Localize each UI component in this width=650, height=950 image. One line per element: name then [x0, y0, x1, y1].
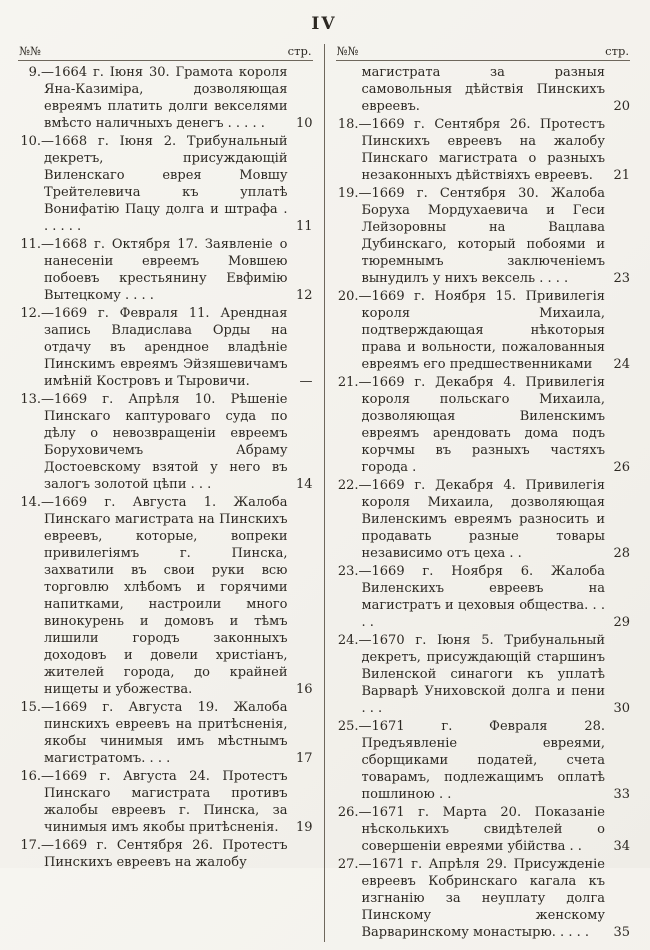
left-entries-list — [18, 64, 313, 871]
toc-entry — [18, 768, 313, 836]
toc-entry-continuation — [336, 64, 631, 115]
entry-text: —1671 г. Апрѣля 29. Присужденіе евреевъ Кобринскаго кагала къ изгнанію за неуплату долга Пинскому женскому Варваринскому монастырю. . . . . — [358, 857, 605, 940]
entry-number: 27. — [337, 857, 359, 872]
entry-number: 11. — [20, 237, 41, 252]
entry-text: —1669 г. Ноября 15. Привилегія короля Михаила, подтверждающая нѣкоторыя права и вольности, пожалованныя евреямъ его предшественниками — [358, 289, 605, 372]
entry-page-number: 29 — [613, 615, 630, 630]
entry-number: 14. — [20, 495, 41, 510]
left-column-header — [18, 44, 313, 61]
two-column-layout — [18, 44, 630, 942]
entry-number: 23. — [337, 564, 359, 579]
entry-number: 19. — [337, 186, 359, 201]
entry-text: —1664 г. Іюня 30. Грамота короля Яна-Казиміра, дозволяющая евреямъ платить долги векселями вмѣсто наличныхъ денегъ . . . . . — [41, 65, 288, 131]
toc-entry — [336, 185, 631, 287]
toc-entry — [18, 494, 313, 698]
toc-entry — [336, 563, 631, 631]
entry-page-number: 24 — [613, 357, 630, 372]
entry-number: 15. — [20, 700, 41, 715]
entry-text: —1671 г. Февраля 28. Предъявленіе евреями, сборщиками податей, счета товарамъ, подлежащимъ оплатѣ пошлиною . . — [358, 719, 605, 802]
entry-page-number: 17 — [295, 751, 313, 766]
toc-entry — [18, 305, 313, 390]
toc-entry — [18, 391, 313, 493]
entry-text: магистрата за разныя самовольныя дѣйствія Пинскихъ евреевъ. — [361, 65, 605, 114]
toc-entry — [336, 632, 631, 717]
entry-page-number: 20 — [613, 99, 630, 114]
toc-entry — [336, 718, 631, 803]
toc-entry — [18, 837, 313, 871]
entry-number: 24. — [337, 633, 359, 648]
entry-page-number: 12 — [295, 288, 313, 303]
entry-text: —1669 г. Августа 1. Жалоба Пинскаго магистрата на Пинскихъ евреевъ, которые, вопреки привилегіямъ г. Пинска, захватили въ свои руки всю торговлю хлѣбомъ и горячими напитками, настроили много винокурень и домовъ и тѣмъ лишили городъ законныхъ доходовъ и довели христіанъ, жителей города, до крайней нищеты и убожества. — [41, 495, 288, 697]
entry-text: —1669 г. Сентября 26. Протестъ Пинскихъ евреевъ на жалобу — [41, 838, 288, 870]
entry-page-number: 21 — [613, 168, 630, 183]
entry-text: —1669 г. Августа 19. Жалоба пинскихъ евреевъ на притѣсненія, якобы чинимыя имъ мѣстнымъ магистратомъ. . . . — [41, 700, 288, 766]
right-column-header — [336, 44, 631, 61]
entry-text: —1669 г. Сентября 26. Протестъ Пинскихъ евреевъ на жалобу Пинскаго магистрата о разныхъ незаконныхъ дѣйствіяхъ евреевъ. — [358, 117, 605, 183]
page-column-label: стр. — [287, 44, 312, 58]
toc-entry — [336, 116, 631, 184]
entry-text: —1669 г. Апрѣля 10. Рѣшеніе Пинскаго каптуроваго суда по дѣлу о невозвращеніи евреемъ Боруховичемъ Абраму Достоевскому взятой у него въ залогъ золотой цѣпи . . . — [41, 392, 288, 492]
entry-number: 20. — [337, 289, 359, 304]
entry-page-number: 33 — [613, 787, 630, 802]
entry-text: —1669 г. Декабря 4. Привилегія короля Михаила, дозволяющая Виленскимъ евреямъ разносить и продавать разные товары независимо отъ цеха . . — [358, 478, 605, 561]
entry-number: 22. — [337, 478, 359, 493]
entry-page-number: — — [299, 374, 313, 389]
toc-entry — [336, 804, 631, 855]
entry-text: —1670 г. Іюня 5. Трибунальный декретъ, присуждающій старшинъ Виленской синагоги къ уплатѣ Варварѣ Униховской долга и пени . . . — [358, 633, 605, 716]
right-entries-list — [336, 64, 631, 941]
entry-text: —1669 г. Сентября 30. Жалоба Боруха Мордухаевича и Геси Лейзоровны на Вацлава Дубинскаго, который побоями и тюремнымъ заключеніемъ вынудилъ у нихъ вексель . . . . — [358, 186, 605, 286]
toc-entry — [18, 236, 313, 304]
toc-entry — [18, 699, 313, 767]
entry-number: 10. — [20, 134, 41, 149]
entry-number: 17. — [20, 838, 41, 853]
entry-number: 13. — [20, 392, 41, 407]
entry-page-number: 35 — [613, 925, 630, 940]
toc-entry — [336, 374, 631, 476]
number-column-label: №№ — [19, 44, 41, 58]
toc-entry — [336, 288, 631, 373]
entry-number: 18. — [337, 117, 359, 132]
entry-text: —1669 г. Ноября 6. Жалоба Виленскихъ евреевъ на магистратъ и цеховыя общества. . . . . — [358, 564, 605, 630]
page-column-label: стр. — [605, 44, 629, 58]
entry-page-number: 14 — [295, 477, 313, 492]
entry-number: 21. — [337, 375, 359, 390]
entry-number: 26. — [337, 805, 359, 820]
toc-entry — [18, 133, 313, 235]
entry-text: —1669 г. Августа 24. Протестъ Пинскаго магистрата противъ жалобы евреевъ г. Пинска, за чинимыя имъ якобы притѣсненія. — [41, 769, 288, 835]
entry-page-number: 16 — [295, 682, 313, 697]
entry-number: 25. — [337, 719, 359, 734]
entry-page-number: 11 — [295, 219, 313, 234]
toc-entry — [336, 856, 631, 941]
left-column — [18, 44, 324, 942]
toc-entry — [18, 64, 313, 132]
page-folio: IV — [311, 14, 337, 34]
entry-text: —1668 г. Октября 17. Заявленіе о нанесеніи евреемъ Мовшею побоевъ крестьянину Евфимію Вытецкому . . . . — [41, 237, 288, 303]
right-column — [324, 44, 631, 942]
entry-text: —1669 г. Декабря 4. Привилегія короля польскаго Михаила, дозволяющая Виленскимъ евреямъ арендовать дома подъ корчмы въ разныхъ частяхъ города . — [358, 375, 605, 475]
toc-entry — [336, 477, 631, 562]
entry-page-number: 23 — [613, 271, 630, 286]
entry-page-number: 28 — [613, 546, 630, 561]
entry-number: 12. — [20, 306, 41, 321]
entry-page-number: 26 — [613, 460, 630, 475]
entry-page-number: 34 — [613, 839, 630, 854]
entry-text: —1669 г. Февраля 11. Арендная запись Владислава Орды на отдачу въ арендное владѣніе Пинскимъ евреямъ Эйзяшевичамъ имѣній Костровъ и Тыровичи. — [41, 306, 288, 389]
entry-page-number: 19 — [295, 820, 313, 835]
entry-text: —1668 г. Іюня 2. Трибунальный декретъ, присуждающій Виленскаго еврея Мовшу Трейтелевича къ уплатѣ Вонифатію Пацу долга и штрафа . . . . . . — [41, 134, 288, 234]
entry-number: 9. — [28, 65, 41, 80]
number-column-label: №№ — [336, 44, 359, 58]
entry-number: 16. — [20, 769, 41, 784]
entry-page-number: 30 — [613, 701, 630, 716]
entry-page-number: 10 — [295, 116, 313, 131]
entry-text: —1671 г. Марта 20. Показаніе нѣсколькихъ свидѣтелей о совершеніи евреями убійства . . — [358, 805, 605, 854]
